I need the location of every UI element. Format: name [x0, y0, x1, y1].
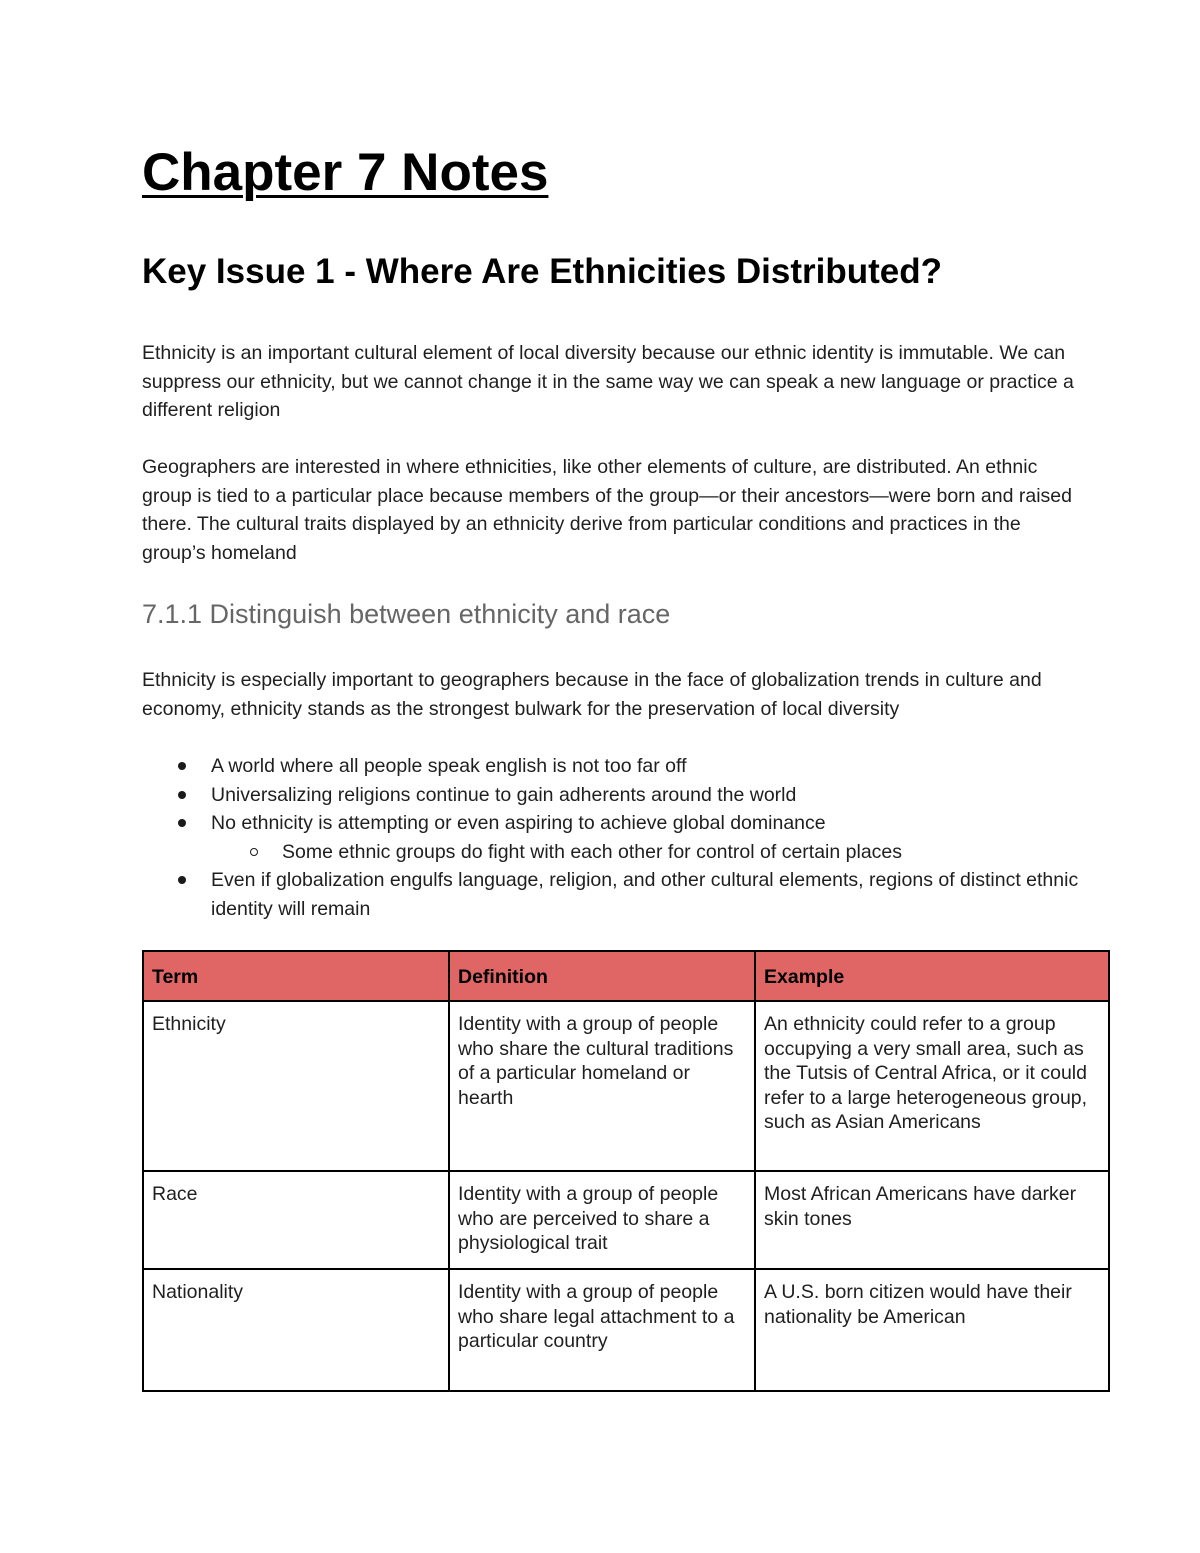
paragraph-ethnicity-importance: Ethnicity is especially important to geographers because in the face of globalization trends in culture and economy, ethnicity stands as the strongest bulwark for the preservation of local diversity — [142, 669, 1042, 720]
list-item-text: No ethnicity is attempting or even aspiring to achieve global dominance — [211, 812, 826, 835]
header-example: Example — [755, 951, 1109, 1001]
list-item-text: Some ethnic groups do fight with each other for control of certain places — [282, 840, 903, 863]
bullet-list — [142, 752, 1108, 924]
table-row — [143, 1001, 1109, 1171]
cell-term: Race — [143, 1171, 449, 1269]
paragraph-ethnicity-immutable: Ethnicity is an important cultural element of local diversity because our ethnic identity is immutable. We can suppress our ethnicity, but we cannot change it in the same way we can speak a new language or practice a different religion — [142, 342, 1074, 422]
list-item — [142, 781, 1108, 810]
bullet-dot-icon — [178, 876, 186, 884]
cell-example: An ethnicity could refer to a group occupying a very small area, such as the Tutsis of Central Africa, or it could refer to a large heterogeneous group, such as Asian Americans — [755, 1001, 1109, 1171]
list-item-text: Even if globalization engulfs language, religion, and other cultural elements, regions of distinct ethnic identity will remain — [211, 869, 1079, 920]
hollow-bullet-icon — [250, 848, 258, 856]
cell-example: A U.S. born citizen would have their nationality be American — [755, 1269, 1109, 1391]
list-item — [142, 809, 1108, 838]
header-definition: Definition — [449, 951, 755, 1001]
section-subheading: 7.1.1 Distinguish between ethnicity and race — [142, 599, 671, 629]
paragraph-geographers-interest: Geographers are interested in where ethnicities, like other elements of culture, are distributed. An ethnic group is tied to a particular place because members of the group—or their ancestors—were born and raised there. The cultural traits displayed by an ethnicity derive from particular conditions and practices in the group’s homeland — [142, 456, 1072, 564]
table-row — [143, 1171, 1109, 1269]
key-issue-heading: Key Issue 1 - Where Are Ethnicities Distributed? — [142, 252, 943, 291]
table-row — [143, 1269, 1109, 1391]
cell-term: Nationality — [143, 1269, 449, 1391]
cell-definition: Identity with a group of people who are perceived to share a physiological trait — [449, 1171, 755, 1269]
header-term: Term — [143, 951, 449, 1001]
list-item — [142, 752, 1108, 781]
cell-term: Ethnicity — [143, 1001, 449, 1171]
list-item — [142, 866, 1108, 923]
bullet-dot-icon — [178, 762, 186, 770]
cell-example: Most African Americans have darker skin tones — [755, 1171, 1109, 1269]
bullet-dot-icon — [178, 791, 186, 799]
list-item-text: A world where all people speak english is not too far off — [211, 755, 687, 777]
table-header-row — [143, 951, 1109, 1001]
terms-table — [142, 950, 1110, 1392]
bullet-dot-icon — [178, 819, 186, 827]
page-title: Chapter 7 Notes — [142, 143, 549, 202]
list-item-text: Universalizing religions continue to gain adherents around the world — [211, 783, 797, 806]
cell-definition: Identity with a group of people who share legal attachment to a particular country — [449, 1269, 755, 1391]
cell-definition: Identity with a group of people who share the cultural traditions of a particular homeland or hearth — [449, 1001, 755, 1171]
sub-list-item — [142, 838, 1108, 867]
